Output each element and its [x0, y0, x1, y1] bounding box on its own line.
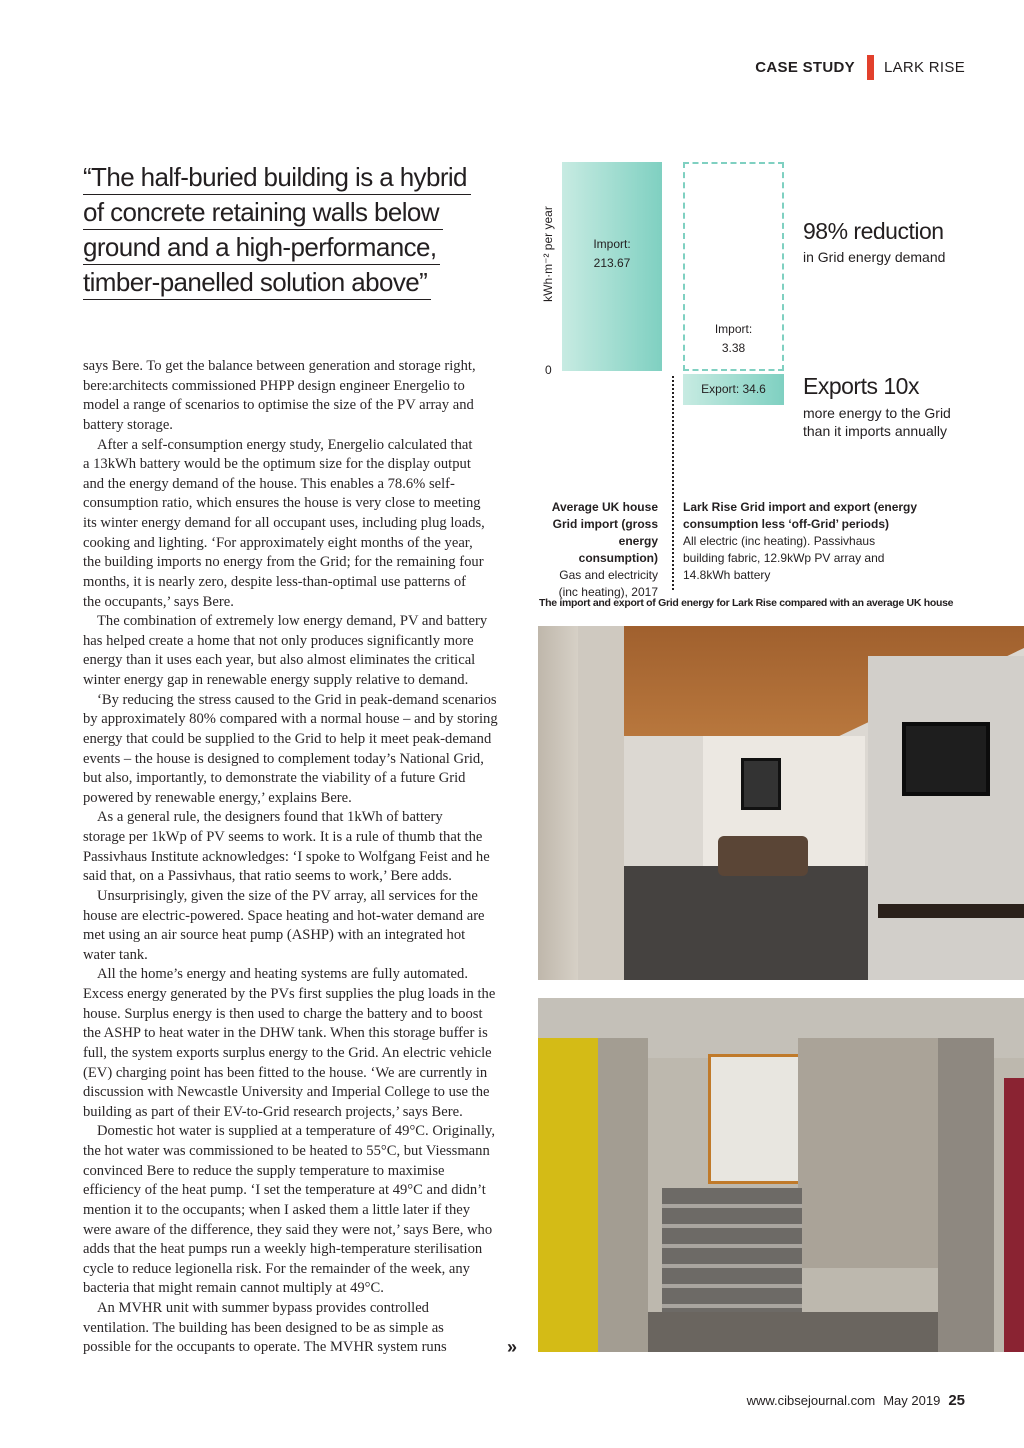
bar-uk-import: [562, 162, 662, 371]
paragraph: Unsurprisingly, given the size of the PV array, all services for the house are electric-powered. Space heating and hot-water demand are met using an air source heat pump (ASHP) with an integrated hot water tank.: [83, 887, 485, 963]
continue-arrow-icon: »: [507, 1337, 518, 1357]
callout-text: in Grid energy demand: [803, 249, 946, 265]
page-footer: [747, 1392, 965, 1409]
caption-text: Gas and electricity (inc heating), 2017: [558, 568, 658, 599]
bar-value: 3.38: [721, 341, 746, 355]
paragraph: As a general rule, the designers found that 1kWh of battery storage per 1kWp of PV seems to work. It is a rule of thumb that the Passivhaus Institute acknowledges: ‘I spoke to Wolfgang Feist and he said that, on a Passivhaus, that ratio seems to work,’ Bere adds.: [83, 809, 490, 885]
article-body: [83, 357, 513, 1358]
bar-label: Import:: [714, 322, 753, 336]
bar-larkrise-import: [683, 162, 784, 371]
article-title: LARK RISE: [883, 59, 965, 76]
footer-url[interactable]: www.cibsejournal.com: [746, 1393, 876, 1408]
chart-title: The import and export of Grid energy for Lark Rise compared with an average UK house: [539, 597, 954, 609]
page-number: 25: [948, 1392, 965, 1409]
paragraph: The combination of extremely low energy demand, PV and battery has helped create a home that not only produces significantly more energy than it uses each year, but also almost eliminates the critical winter energy gap in renewable energy supply relative to demand.: [83, 613, 488, 688]
running-header: [755, 55, 965, 80]
bar-larkrise-export: Export: 34.6: [683, 374, 784, 405]
footer-date: May 2019: [883, 1393, 941, 1408]
pull-quote-line: of concrete retaining walls below: [83, 195, 443, 230]
paragraph: All the home’s energy and heating systems are fully automated. Excess energy generated by the PVs first supplies the plug loads in the house. Surplus energy is then used to charge the battery and to boost the ASHP to heat water in the DHW tank. When this storage buffer is full, the system exports surplus energy to the Grid. An electric vehicle (EV) charging point has been fitted to the house. ‘We are currently in discussion with Newcastle University and Imperial College to use the building as part of their EV-to-Grid research projects,’ says Bere.: [83, 966, 496, 1120]
header-divider: [867, 55, 874, 80]
caption-text: All electric (inc heating). Passivhaus building fabric, 12.9kWp PV array and 14.8kWh battery: [683, 534, 885, 582]
bar-value: 213.67: [593, 256, 631, 270]
paragraph: Domestic hot water is supplied at a temperature of 49°C. Originally, the hot water was commissioned to be heated to 55°C, but Viessmann convinced Bere to reduce the supply temperature to maximise efficiency of the heat pump. ‘I set the temperature at 49°C and didn’t mention it to the occupants; when I asked them a little later if they were aware of the difference, they said they were not,’ says Bere, who adds that the heat pumps run a weekly high-temperature sterilisation cycle to reduce legionella risk. For the remainder of the week, any bacteria that might remain cannot multiply at 49°C.: [83, 1123, 496, 1297]
photo-living-room: [538, 626, 1024, 980]
bar-label: Import:: [593, 237, 631, 251]
callout-reduction: [803, 218, 945, 267]
photo-staircase: [538, 998, 1024, 1352]
pull-quote-line: ground and a high-performance,: [83, 230, 440, 265]
caption-larkrise: [683, 499, 933, 584]
caption-bold: Lark Rise Grid import and export (energy consumption less ‘off-Grid’ periods): [683, 500, 918, 531]
paragraph: ‘By reducing the stress caused to the Grid in peak-demand scenarios by approximately 80% compared with a normal house – and by storing energy that could be supplied to the Grid to help it meet peak-demand events – the house is designed to complement today’s National Grid, but also, importantly, to demonstrate the viability of a future Grid powered by renewable energy,’ explains Bere.: [83, 691, 498, 806]
pull-quote: [83, 160, 471, 300]
paragraph: An MVHR unit with summer bypass provides controlled ventilation. The building has been designed to be as simple as possible for the occupants to operate. The MVHR system runs: [83, 1300, 447, 1356]
callout-text: more energy to the Grid than it imports annually: [803, 405, 951, 439]
caption-uk: [538, 499, 658, 601]
section-label: CASE STUDY: [755, 59, 855, 76]
y-axis-label: kWh·m⁻² per year: [541, 206, 555, 302]
callout-title: 98% reduction: [803, 218, 944, 244]
pull-quote-line: “The half-buried building is a hybrid: [83, 160, 471, 195]
callout-title: Exports 10x: [803, 373, 919, 399]
callout-exports: [803, 373, 953, 440]
caption-bold: Average UK house Grid import (gross energy consumption): [551, 500, 658, 565]
paragraph: After a self-consumption energy study, Energelio calculated that a 13kWh battery would be the optimum size for the display output and the energy demand of the house. This enables a 78.6% self- consumption ratio, which ensures the house is very close to meeting its winter energy demand for all occupant uses, including plug loads, cooking and lighting. ‘For approximately eight months of the year, the building imports no energy from the Grid; for the remaining four months, it is nearly zero, despite less-than-optimal use patterns of the occupants,’ says Bere.: [83, 436, 485, 610]
y-axis-zero: 0: [545, 363, 552, 377]
paragraph: says Bere. To get the balance between generation and storage right, bere:architects commissioned PHPP design engineer Energelio to model a range of scenarios to optimise the size of the PV array and battery storage.: [83, 358, 476, 433]
pull-quote-line: timber-panelled solution above”: [83, 265, 431, 300]
divider-dotted: [672, 376, 674, 590]
